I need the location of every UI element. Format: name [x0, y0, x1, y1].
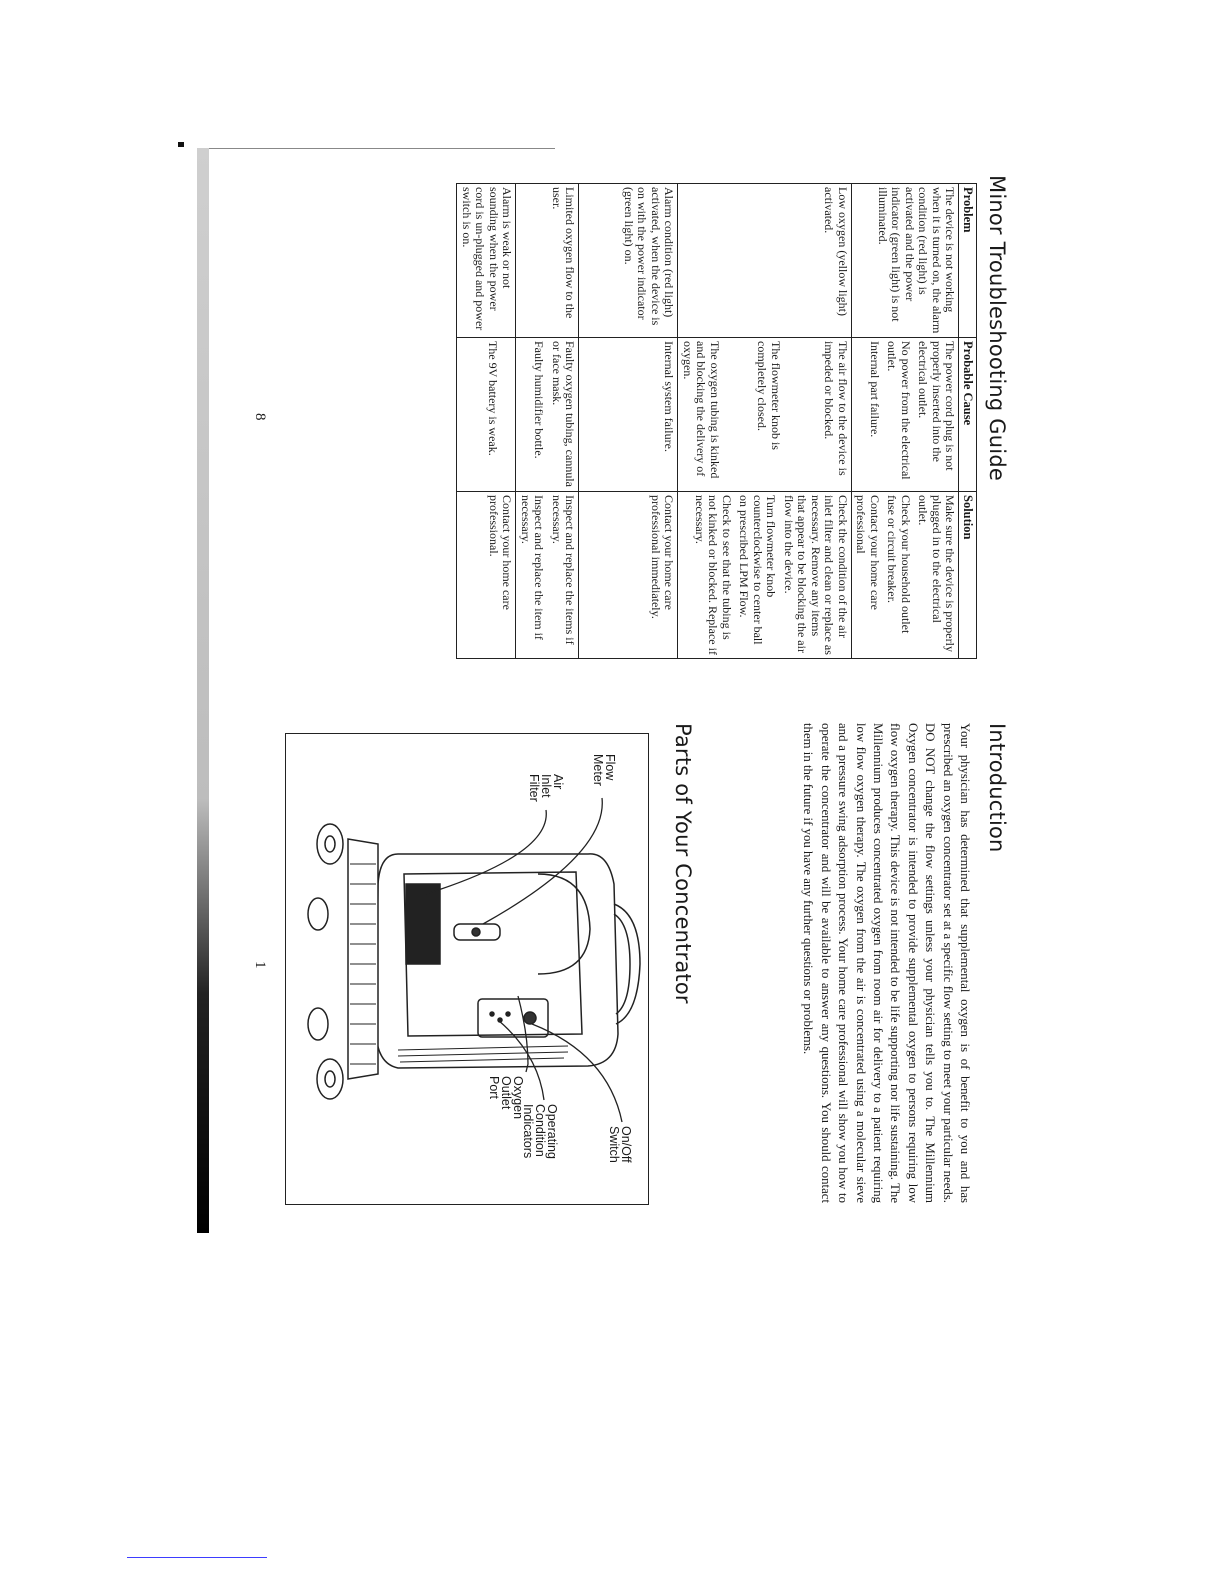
introduction-paragraph: Your physician has determined that supplemental oxygen is of benefit to you and has prescribed an oxygen concentrator set at a specific flow setting to meet your particular needs. DO NOT change the flow settings unless your physician tells you to. The Millennium Oxygen concentrator is intended to provide supplemental oxygen to persons requiring low flow oxygen therapy. This device is not intended to be life supporting nor life sustaining. The Millennium produces concentrated oxygen from room air for delivery to a patient requiring low flow oxygen therapy. The oxygen from the air is concentrated using a molecular sieve and a pressure swing adsorption process. Your home care professional will show you how to operate the concentrator and will be available to answer any questions. You should contact them in the future if you have any further questions or problems.	[801, 723, 972, 1203]
cause-item: The flowmeter knob is completely closed.	[755, 341, 783, 450]
table-row	[678, 184, 852, 659]
solution-item: Check your household outlet fuse or circuit breaker.	[885, 495, 913, 634]
scan-binding-shadow	[197, 148, 209, 1233]
solution-cell	[852, 492, 960, 659]
cause-item: Internal system failure.	[662, 341, 677, 452]
header-probable-cause: Probable Cause	[959, 338, 977, 492]
cause-cell	[516, 338, 579, 492]
concentrator-illustration	[286, 734, 648, 1204]
cause-item: Faulty oxygen tubing, cannula or face mask.	[550, 341, 578, 487]
solution-cell	[678, 492, 852, 659]
introduction-page	[215, 723, 1015, 1275]
page-number: 8	[252, 413, 268, 421]
cause-cell	[678, 338, 852, 492]
problem-cell: The device is not working when it is turned on, the alarm condition (red light) is activated and the power indicator (green light) is not illuminated.	[852, 184, 960, 338]
label-on-off-switch: On/Off Switch	[607, 1126, 633, 1163]
header-solution: Solution	[959, 492, 977, 659]
problem-cell: Alarm is weak or not sounding when the power cord is un-plugged and power switch is on.	[457, 184, 516, 338]
label-flow-meter: Flow Meter	[591, 754, 617, 786]
scan-edge-line	[200, 148, 555, 149]
concentrator-diagram	[285, 733, 649, 1205]
header-problem: Problem	[959, 184, 977, 338]
problem-cell: Limited oxygen flow to the user.	[516, 184, 579, 338]
cause-cell	[852, 338, 960, 492]
cause-item: The 9V battery is weak.	[486, 341, 501, 456]
cause-item: The oxygen tubing is kinked and blocking the delivery of oxygen.	[681, 341, 722, 479]
scan-mark	[178, 142, 184, 147]
introduction-title: Introduction	[985, 723, 1009, 853]
solution-item: Turn flowmeter knob counterclockwise to center ball on prescribed LPM Flow.	[737, 495, 779, 645]
solution-cell	[457, 492, 516, 659]
troubleshooting-table	[457, 183, 978, 659]
troubleshooting-page	[215, 175, 1015, 720]
solution-item: Check the condition of the air inlet filter and clean or replace as necessary. Remove any items that appear to be blocking the air flow into the device.	[782, 495, 850, 655]
table-row	[852, 184, 960, 659]
solution-item: Check to see that the tubing is not kinked or blocked. Replace if necessary.	[693, 495, 734, 655]
label-air-inlet-filter: Air Inlet Filter	[527, 774, 565, 802]
cause-item: Internal part failure.	[868, 341, 882, 438]
solution-item: Contact your home care professional	[854, 495, 882, 610]
cause-cell	[457, 338, 516, 492]
solution-item: Inspect and replace the item if necessary.	[519, 495, 547, 640]
table-header-row	[959, 184, 977, 659]
cause-item: The power cord plug is not properly inserted into the electrical outlet.	[916, 341, 958, 471]
table-row	[457, 184, 516, 659]
solution-item: Contact your home care professional.	[487, 495, 515, 610]
page-number: 1	[252, 961, 268, 969]
manual-spread	[215, 175, 1015, 1275]
solution-cell	[579, 492, 678, 659]
solution-cell	[516, 492, 579, 659]
cause-item: The air flow to the device is impeded or blocked.	[822, 341, 850, 476]
problem-cell: Alarm condition (red light) activated, when the device is on with the power indicator (green light) on.	[579, 184, 678, 338]
cause-cell	[579, 338, 678, 492]
solution-item: Inspect and replace the items if necessary.	[550, 495, 578, 645]
table-row	[516, 184, 579, 659]
label-oxygen-outlet-port: Oxygen Outlet Port	[487, 1076, 525, 1120]
parts-title: Parts of Your Concentrator	[671, 723, 695, 1004]
troubleshooting-title: Minor Troubleshooting Guide	[985, 175, 1009, 481]
cause-item: Faulty humidifier bottle.	[532, 341, 547, 459]
cause-item: No power from the electrical outlet.	[885, 341, 913, 480]
solution-item: Contact your home care professional immediately.	[649, 495, 677, 619]
problem-cell: Low oxygen (yellow light) activated.	[678, 184, 852, 338]
solution-item: Make sure the device is properly plugged in to the electrical outlet.	[916, 495, 958, 652]
label-operating-condition-indicators: Operating Condition Indicators	[521, 1104, 559, 1159]
scan-underline	[127, 1557, 267, 1558]
table-row	[579, 184, 678, 659]
